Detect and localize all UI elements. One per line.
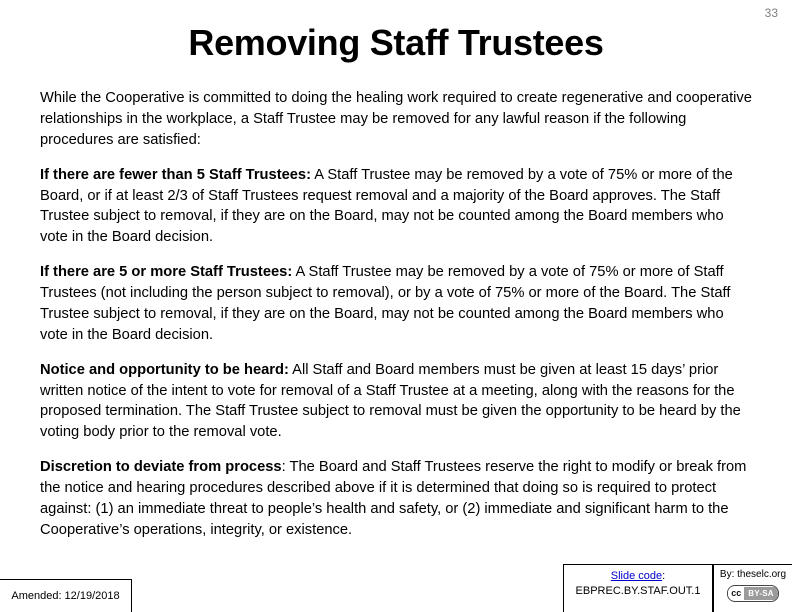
paragraph-five-or-more xyxy=(40,262,754,346)
footer-amended-date: Amended: 12/19/2018 xyxy=(0,579,132,612)
paragraph-text: All Staff and Board members must be given at least 15 days’ prior written notice of the intent to vote for removal of a Staff Trustee at a meeting, along with the reasons for the proposed termination. The Staff Trustee subject to removal must be given the opportunity to be heard by the voting body prior to the removal vote. xyxy=(40,361,741,441)
paragraph-text: A Staff Trustee may be removed by a vote of 75% or more of Staff Trustees (not including the person subject to removal), or by a vote of 75% or more of the Board. The Staff Trustee subject to removal, if they are on the Board, may not be counted among the Board members who vote in the Board decision. xyxy=(40,264,731,343)
cc-terms-label: BY-SA xyxy=(744,587,777,600)
slide-body xyxy=(40,88,754,541)
footer-by-label: By: theselc.org xyxy=(719,569,787,580)
slide-code-line xyxy=(564,569,712,584)
cc-mark-label: cc xyxy=(728,587,744,600)
footer-attribution xyxy=(713,564,792,612)
paragraph-text: A Staff Trustee may be removed by a vote of 75% or more of the Board, or if at least 2/3 of Staff Trustees request removal and a majority of the Board approves. The Staff Trustee subject to removal, if they are on the Board, may not be counted among the Board members who vote in the Board decision. xyxy=(40,166,733,246)
paragraph-text: : The Board and Staff Trustees reserve the right to modify or break from the notice and hearing procedures described above if it is determined that doing so is required to protect against: (1) an immediate threat to people’s health and safety, or (2) immediate and significant harm to the Cooperative’s operations, integrity, or existence. xyxy=(40,459,747,538)
paragraph-discretion xyxy=(40,457,754,541)
page-number: 33 xyxy=(764,6,778,20)
slide-code-colon: : xyxy=(662,570,666,582)
paragraph-intro xyxy=(40,88,754,151)
slide-footer xyxy=(0,564,792,612)
page-title: Removing Staff Trustees xyxy=(188,22,604,63)
paragraph-text: While the Cooperative is committed to doing the healing work required to create regenerative and cooperative relationships in the workplace, a Staff Trustee may be removed for any lawful reason if the following procedures are satisfied: xyxy=(40,90,752,148)
paragraph-lead: Discretion to deviate from process xyxy=(40,459,282,476)
slide-code-link[interactable]: Slide code xyxy=(610,570,663,582)
paragraph-lead: Notice and opportunity to be heard: xyxy=(40,361,289,378)
paragraph-lead: If there are 5 or more Staff Trustees: xyxy=(40,264,293,281)
paragraph-fewer-than-five xyxy=(40,165,754,249)
footer-slide-code xyxy=(563,564,713,612)
slide-code-value: EBPREC.BY.STAF.OUT.1 xyxy=(575,585,701,598)
paragraph-lead: If there are fewer than 5 Staff Trustees: xyxy=(40,166,311,183)
creative-commons-icon xyxy=(727,585,778,602)
paragraph-notice-opportunity xyxy=(40,360,754,444)
